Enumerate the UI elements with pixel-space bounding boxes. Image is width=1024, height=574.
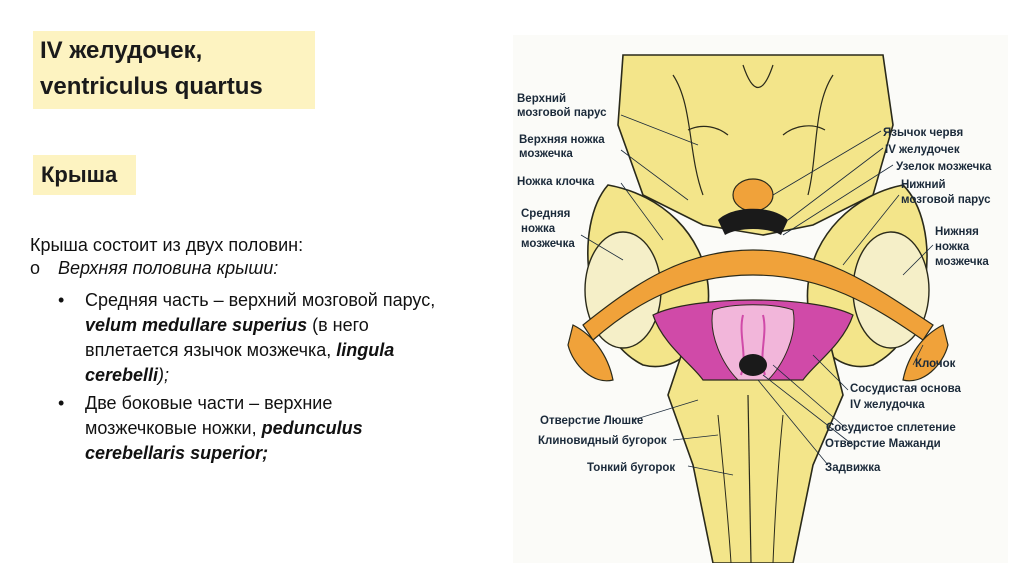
- label-magendie: Отверстие Мажанди: [825, 438, 941, 450]
- title-line-1: IV желудочек,: [40, 37, 203, 64]
- level1-text: Верхняя половина крыши:: [58, 258, 279, 278]
- label-inf-peduncle-2: ножка: [935, 241, 970, 253]
- bullet1-line4: [85, 364, 169, 387]
- label-inf-peduncle-1: Нижняя: [935, 226, 979, 238]
- lingula: [733, 179, 773, 211]
- label-lingula-vermis: Язычок червя: [883, 127, 964, 139]
- label-gracile-tubercle: Тонкий бугорок: [587, 462, 676, 474]
- bullet1-marker: •: [58, 290, 65, 310]
- cerebelli-term: cerebelli: [85, 365, 159, 385]
- label-fourth-ventricle: IV желудочек: [885, 144, 960, 156]
- magendie-aperture: [739, 354, 767, 376]
- section-heading-box: [33, 155, 136, 195]
- bullet1-line3-plain: вплетается язычок мозжечка,: [85, 340, 337, 360]
- label-lower-velum-2: мозговой парус: [901, 194, 991, 206]
- label-luschka: Отверстие Люшке: [540, 415, 644, 427]
- fourth-ventricle-illustration: [513, 35, 1008, 563]
- bullet2-marker: •: [58, 393, 65, 413]
- label-mid-peduncle-3: мозжечка: [521, 238, 575, 250]
- title-line-2: ventriculus quartus: [40, 73, 263, 100]
- lingula-term: lingula: [336, 340, 395, 360]
- section-heading: Крыша: [41, 162, 118, 187]
- label-inf-peduncle-3: мозжечка: [935, 256, 989, 268]
- level1-marker: o: [30, 258, 41, 278]
- label-flocculus-peduncle: Ножка клочка: [517, 176, 595, 188]
- label-sup-peduncle-1: Верхняя ножка: [519, 134, 605, 146]
- label-mid-peduncle-2: ножка: [521, 223, 556, 235]
- label-upper-velum-2: мозговой парус: [517, 107, 607, 119]
- label-cuneate-tubercle: Клиновидный бугорок: [538, 435, 667, 447]
- label-lower-velum-1: Нижний: [901, 179, 946, 191]
- pedunculus-term: pedunculus: [261, 418, 363, 438]
- velum-term: velum medullare superius: [85, 315, 308, 335]
- bullet1-line2-rest: (в него: [307, 315, 369, 335]
- label-tela-2: IV желудочка: [850, 399, 925, 411]
- label-obex: Задвижка: [825, 462, 881, 474]
- label-tela-1: Сосудистая основа: [850, 383, 961, 395]
- title-box: [33, 31, 315, 109]
- bullet2-line2-plain: мозжечковые ножки,: [85, 418, 262, 438]
- label-choroid-plexus: Сосудистое сплетение: [826, 422, 956, 434]
- intro-line: Крыша состоит из двух половин:: [30, 235, 304, 255]
- label-mid-peduncle-1: Средняя: [521, 208, 571, 220]
- bullet1-line4-rest: );: [158, 365, 170, 385]
- label-sup-peduncle-2: мозжечка: [519, 148, 573, 160]
- label-flocculus: Клочок: [915, 358, 956, 370]
- bullet2-line2: [85, 417, 363, 440]
- bullet1-line2: [85, 314, 369, 337]
- anatomy-figure: [513, 35, 1008, 563]
- cerebellaris-term: cerebellaris superior;: [85, 443, 269, 463]
- label-nodulus: Узелок мозжечка: [896, 161, 992, 173]
- label-upper-velum-1: Верхний: [517, 93, 567, 105]
- bullet1-line1: Средняя часть – верхний мозговой парус,: [85, 290, 436, 310]
- bullet2-line1: Две боковые части – верхние: [85, 393, 333, 413]
- bullet2-line3: [85, 442, 268, 465]
- bullet1-line3: [85, 339, 394, 362]
- level1-item: [30, 257, 279, 280]
